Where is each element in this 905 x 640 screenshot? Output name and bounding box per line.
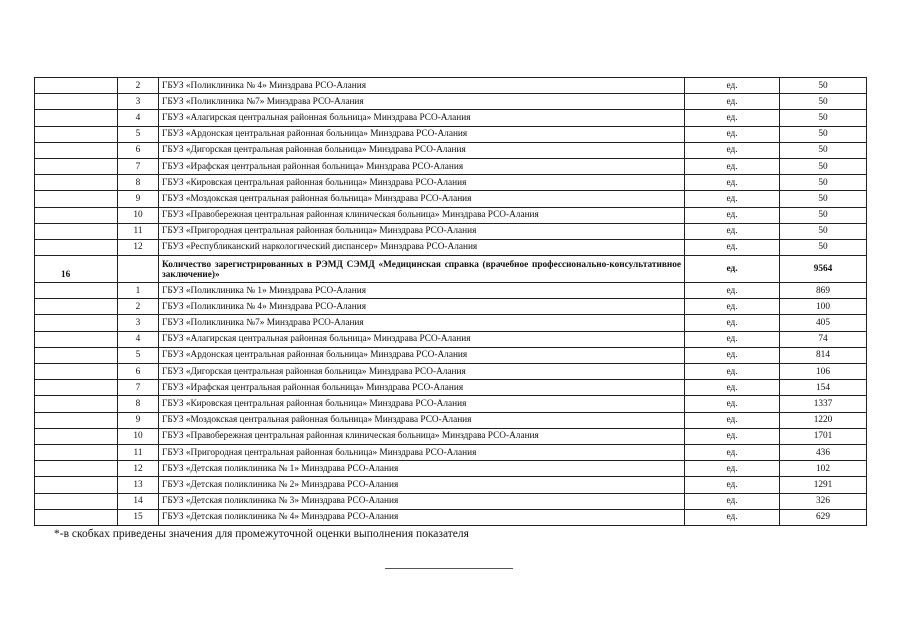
row-value: 50 bbox=[780, 207, 867, 223]
row-organization: ГБУЗ «Ирафская центральная районная больница» Минздрава РСО-Алания bbox=[159, 158, 685, 174]
table-row bbox=[35, 78, 867, 94]
row-value: 405 bbox=[780, 315, 867, 331]
row-organization: ГБУЗ «Алагирская центральная районная больница» Минздрава РСО-Алания bbox=[159, 331, 685, 347]
row-section-cell bbox=[35, 191, 118, 207]
row-organization: ГБУЗ «Ардонская центральная районная больница» Минздрава РСО-Алания bbox=[159, 347, 685, 363]
row-section-cell bbox=[35, 239, 118, 255]
row-unit: ед. bbox=[685, 380, 780, 396]
section-total: 9564 bbox=[780, 256, 867, 283]
row-section-cell bbox=[35, 412, 118, 428]
row-value: 436 bbox=[780, 444, 867, 460]
row-section-cell bbox=[35, 110, 118, 126]
row-unit: ед. bbox=[685, 283, 780, 299]
row-section-cell bbox=[35, 347, 118, 363]
row-section-cell bbox=[35, 126, 118, 142]
row-number: 12 bbox=[118, 239, 159, 255]
table-row bbox=[35, 283, 867, 299]
row-organization: ГБУЗ «Дигорская центральная районная больница» Минздрава РСО-Алания bbox=[159, 364, 685, 380]
row-unit: ед. bbox=[685, 461, 780, 477]
row-section-cell bbox=[35, 158, 118, 174]
row-section-cell bbox=[35, 396, 118, 412]
row-unit: ед. bbox=[685, 142, 780, 158]
row-section-cell bbox=[35, 223, 118, 239]
row-section-cell bbox=[35, 315, 118, 331]
row-value: 50 bbox=[780, 175, 867, 191]
table-row bbox=[35, 94, 867, 110]
row-number: 4 bbox=[118, 110, 159, 126]
row-value: 100 bbox=[780, 299, 867, 315]
table-row bbox=[35, 509, 867, 525]
table-row bbox=[35, 315, 867, 331]
row-organization: ГБУЗ «Кировская центральная районная больница» Минздрава РСО-Алания bbox=[159, 175, 685, 191]
row-value: 50 bbox=[780, 239, 867, 255]
row-unit: ед. bbox=[685, 78, 780, 94]
table-row bbox=[35, 461, 867, 477]
row-number: 2 bbox=[118, 78, 159, 94]
row-value: 50 bbox=[780, 158, 867, 174]
table-row bbox=[35, 331, 867, 347]
row-unit: ед. bbox=[685, 94, 780, 110]
row-number: 8 bbox=[118, 396, 159, 412]
table-row bbox=[35, 223, 867, 239]
row-value: 106 bbox=[780, 364, 867, 380]
row-organization: ГБУЗ «Республиканский наркологический диспансер» Минздрава РСО-Алания bbox=[159, 239, 685, 255]
row-number: 5 bbox=[118, 347, 159, 363]
row-unit: ед. bbox=[685, 477, 780, 493]
table-row bbox=[35, 412, 867, 428]
row-number: 5 bbox=[118, 126, 159, 142]
row-value: 154 bbox=[780, 380, 867, 396]
row-section-cell bbox=[35, 477, 118, 493]
row-value: 50 bbox=[780, 126, 867, 142]
table-row bbox=[35, 347, 867, 363]
row-number: 13 bbox=[118, 477, 159, 493]
table-row bbox=[35, 493, 867, 509]
row-section-cell bbox=[35, 331, 118, 347]
row-section-cell bbox=[35, 94, 118, 110]
row-number: 9 bbox=[118, 412, 159, 428]
table-row bbox=[35, 299, 867, 315]
row-value: 629 bbox=[780, 509, 867, 525]
row-organization: ГБУЗ «Детская поликлиника № 1» Минздрава РСО-Алания bbox=[159, 461, 685, 477]
section-unit: ед. bbox=[685, 256, 780, 283]
row-number: 11 bbox=[118, 223, 159, 239]
row-section-cell bbox=[35, 444, 118, 460]
row-unit: ед. bbox=[685, 364, 780, 380]
row-organization: ГБУЗ «Поликлиника №7» Минздрава РСО-Алания bbox=[159, 94, 685, 110]
row-organization: ГБУЗ «Поликлиника № 4» Минздрава РСО-Алания bbox=[159, 78, 685, 94]
table-body-part2 bbox=[35, 283, 867, 526]
row-unit: ед. bbox=[685, 396, 780, 412]
row-section-cell bbox=[35, 380, 118, 396]
row-unit: ед. bbox=[685, 299, 780, 315]
row-number: 2 bbox=[118, 299, 159, 315]
row-organization: ГБУЗ «Ардонская центральная районная больница» Минздрава РСО-Алания bbox=[159, 126, 685, 142]
row-section-cell bbox=[35, 364, 118, 380]
row-number: 6 bbox=[118, 142, 159, 158]
table-row bbox=[35, 444, 867, 460]
row-value: 74 bbox=[780, 331, 867, 347]
table-row bbox=[35, 110, 867, 126]
row-unit: ед. bbox=[685, 239, 780, 255]
row-value: 1701 bbox=[780, 428, 867, 444]
section-title: Количество зарегистрированных в РЭМД СЭМД «Медицинская справка (врачебное профессионально-консультативное заключение)» bbox=[159, 256, 685, 283]
section-16 bbox=[35, 256, 867, 283]
table-row bbox=[35, 175, 867, 191]
bottom-divider bbox=[385, 568, 513, 569]
row-section-cell bbox=[35, 299, 118, 315]
table-row bbox=[35, 477, 867, 493]
row-value: 50 bbox=[780, 78, 867, 94]
row-organization: ГБУЗ «Детская поликлиника № 3» Минздрава РСО-Алания bbox=[159, 493, 685, 509]
row-unit: ед. bbox=[685, 315, 780, 331]
row-unit: ед. bbox=[685, 412, 780, 428]
table-row bbox=[35, 239, 867, 255]
section-header-row bbox=[35, 256, 867, 283]
row-unit: ед. bbox=[685, 110, 780, 126]
row-organization: ГБУЗ «Пригородная центральная районная больница» Минздрава РСО-Алания bbox=[159, 444, 685, 460]
row-number: 9 bbox=[118, 191, 159, 207]
row-unit: ед. bbox=[685, 347, 780, 363]
table-body-part1 bbox=[35, 78, 867, 256]
row-unit: ед. bbox=[685, 207, 780, 223]
row-value: 50 bbox=[780, 191, 867, 207]
table-row bbox=[35, 364, 867, 380]
row-organization: ГБУЗ «Пригородная центральная районная больница» Минздрава РСО-Алания bbox=[159, 223, 685, 239]
row-organization: ГБУЗ «Поликлиника № 4» Минздрава РСО-Алания bbox=[159, 299, 685, 315]
row-value: 869 bbox=[780, 283, 867, 299]
row-unit: ед. bbox=[685, 493, 780, 509]
row-organization: ГБУЗ «Моздокская центральная районная больница» Минздрава РСО-Алания bbox=[159, 191, 685, 207]
row-unit: ед. bbox=[685, 175, 780, 191]
row-unit: ед. bbox=[685, 509, 780, 525]
row-organization: ГБУЗ «Кировская центральная районная больница» Минздрава РСО-Алания bbox=[159, 396, 685, 412]
row-unit: ед. bbox=[685, 444, 780, 460]
row-unit: ед. bbox=[685, 428, 780, 444]
row-number: 3 bbox=[118, 94, 159, 110]
row-number: 10 bbox=[118, 207, 159, 223]
row-organization: ГБУЗ «Дигорская центральная районная больница» Минздрава РСО-Алания bbox=[159, 142, 685, 158]
row-value: 50 bbox=[780, 110, 867, 126]
table-row bbox=[35, 428, 867, 444]
row-number: 10 bbox=[118, 428, 159, 444]
row-value: 1220 bbox=[780, 412, 867, 428]
row-organization: ГБУЗ «Моздокская центральная районная больница» Минздрава РСО-Алания bbox=[159, 412, 685, 428]
row-organization: ГБУЗ «Алагирская центральная районная больница» Минздрава РСО-Алания bbox=[159, 110, 685, 126]
row-organization: ГБУЗ «Ирафская центральная районная больница» Минздрава РСО-Алания bbox=[159, 380, 685, 396]
row-organization: ГБУЗ «Поликлиника №7» Минздрава РСО-Алания bbox=[159, 315, 685, 331]
row-organization: ГБУЗ «Правобережная центральная районная клиническая больница» Минздрава РСО-Алания bbox=[159, 207, 685, 223]
row-value: 50 bbox=[780, 142, 867, 158]
row-organization: ГБУЗ «Детская поликлиника № 2» Минздрава РСО-Алания bbox=[159, 477, 685, 493]
row-section-cell bbox=[35, 493, 118, 509]
row-section-cell bbox=[35, 428, 118, 444]
table-row bbox=[35, 126, 867, 142]
row-number: 7 bbox=[118, 380, 159, 396]
row-section-cell bbox=[35, 283, 118, 299]
row-number: 8 bbox=[118, 175, 159, 191]
row-organization: ГБУЗ «Детская поликлиника № 4» Минздрава РСО-Алания bbox=[159, 509, 685, 525]
footnote: *-в скобках приведены значения для промежуточной оценки выполнения показателя bbox=[54, 528, 469, 540]
table-row bbox=[35, 191, 867, 207]
row-organization: ГБУЗ «Правобережная центральная районная клиническая больница» Минздрава РСО-Алания bbox=[159, 428, 685, 444]
row-unit: ед. bbox=[685, 158, 780, 174]
row-number: 1 bbox=[118, 283, 159, 299]
row-number: 7 bbox=[118, 158, 159, 174]
section-sub-empty bbox=[118, 256, 159, 283]
row-value: 102 bbox=[780, 461, 867, 477]
row-section-cell bbox=[35, 461, 118, 477]
row-value: 50 bbox=[780, 223, 867, 239]
row-organization: ГБУЗ «Поликлиника № 1» Минздрава РСО-Алания bbox=[159, 283, 685, 299]
row-value: 1337 bbox=[780, 396, 867, 412]
table-row bbox=[35, 380, 867, 396]
table-row bbox=[35, 158, 867, 174]
table-row bbox=[35, 396, 867, 412]
row-value: 50 bbox=[780, 94, 867, 110]
row-section-cell bbox=[35, 78, 118, 94]
row-value: 1291 bbox=[780, 477, 867, 493]
row-section-cell bbox=[35, 207, 118, 223]
row-number: 6 bbox=[118, 364, 159, 380]
table-row bbox=[35, 207, 867, 223]
row-number: 15 bbox=[118, 509, 159, 525]
section-number: 16 bbox=[35, 256, 118, 283]
table-row bbox=[35, 142, 867, 158]
row-number: 14 bbox=[118, 493, 159, 509]
row-unit: ед. bbox=[685, 331, 780, 347]
row-value: 326 bbox=[780, 493, 867, 509]
row-unit: ед. bbox=[685, 126, 780, 142]
row-number: 3 bbox=[118, 315, 159, 331]
row-value: 814 bbox=[780, 347, 867, 363]
row-number: 11 bbox=[118, 444, 159, 460]
indicator-table bbox=[34, 77, 867, 526]
row-section-cell bbox=[35, 175, 118, 191]
row-section-cell bbox=[35, 142, 118, 158]
row-section-cell bbox=[35, 509, 118, 525]
row-number: 4 bbox=[118, 331, 159, 347]
row-unit: ед. bbox=[685, 191, 780, 207]
row-unit: ед. bbox=[685, 223, 780, 239]
row-number: 12 bbox=[118, 461, 159, 477]
